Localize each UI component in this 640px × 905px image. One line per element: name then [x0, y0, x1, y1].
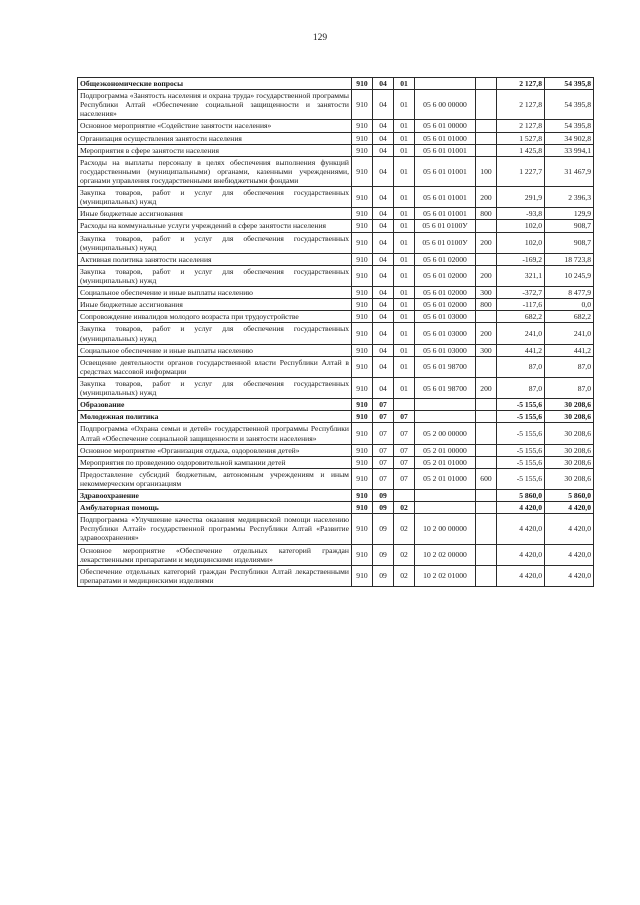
table-row [78, 565, 594, 586]
cell-name: Обеспечение отдельных категорий граждан Республики Алтай лекарственными препаратами и медицинскими изделиями [78, 565, 352, 586]
table-row [78, 490, 594, 502]
cell-section: 04 [373, 265, 394, 286]
page-number: 129 [312, 33, 328, 43]
cell-expense-type [476, 356, 497, 377]
cell-expense-type: 200 [476, 323, 497, 344]
cell-section: 04 [373, 78, 394, 90]
cell-expense-type [476, 132, 497, 144]
cell-expense-type: 200 [476, 377, 497, 398]
cell-subsection: 01 [394, 311, 415, 323]
table-row [78, 423, 594, 444]
table-row [78, 411, 594, 423]
cell-target-article: 05 6 01 03000 [415, 311, 476, 323]
cell-section: 04 [373, 144, 394, 156]
cell-name: Молодежная политика [78, 411, 352, 423]
cell-ministry: 910 [352, 377, 373, 398]
cell-ministry: 910 [352, 78, 373, 90]
cell-expense-type [476, 514, 497, 544]
cell-section: 04 [373, 287, 394, 299]
cell-name: Основное мероприятие «Организация отдыха, оздоровления детей» [78, 444, 352, 456]
cell-expense-type [476, 565, 497, 586]
cell-ministry: 910 [352, 253, 373, 265]
cell-section: 04 [373, 220, 394, 232]
cell-total-amount: 54 395,8 [545, 78, 594, 90]
cell-name: Иные бюджетные ассигнования [78, 208, 352, 220]
cell-section: 04 [373, 253, 394, 265]
cell-target-article: 05 2 01 01000 [415, 468, 476, 489]
table-row [78, 444, 594, 456]
table-row [78, 356, 594, 377]
cell-subsection [394, 490, 415, 502]
cell-change-amount: -5 155,6 [497, 399, 545, 411]
cell-total-amount: 908,7 [545, 232, 594, 253]
cell-subsection: 01 [394, 287, 415, 299]
cell-section: 09 [373, 514, 394, 544]
cell-ministry: 910 [352, 299, 373, 311]
cell-name: Закупка товаров, работ и услуг для обеспечения государственных (муниципальных) нужд [78, 265, 352, 286]
cell-ministry: 910 [352, 514, 373, 544]
table-row [78, 323, 594, 344]
cell-section: 09 [373, 490, 394, 502]
cell-ministry: 910 [352, 502, 373, 514]
cell-section: 09 [373, 502, 394, 514]
cell-change-amount: 4 420,0 [497, 544, 545, 565]
cell-target-article: 05 6 01 03000 [415, 323, 476, 344]
cell-change-amount: -169,2 [497, 253, 545, 265]
cell-target-article [415, 490, 476, 502]
cell-subsection: 01 [394, 90, 415, 120]
cell-target-article: 05 2 01 00000 [415, 444, 476, 456]
cell-ministry: 910 [352, 544, 373, 565]
cell-change-amount: 4 420,0 [497, 565, 545, 586]
cell-expense-type [476, 502, 497, 514]
cell-section: 09 [373, 565, 394, 586]
cell-ministry: 910 [352, 287, 373, 299]
cell-subsection: 02 [394, 514, 415, 544]
cell-ministry: 910 [352, 156, 373, 186]
cell-ministry: 910 [352, 490, 373, 502]
cell-subsection: 01 [394, 132, 415, 144]
cell-ministry: 910 [352, 144, 373, 156]
cell-change-amount: 5 860,0 [497, 490, 545, 502]
cell-change-amount: -5 155,6 [497, 423, 545, 444]
cell-name: Иные бюджетные ассигнования [78, 299, 352, 311]
cell-name: Здравоохранение [78, 490, 352, 502]
cell-expense-type [476, 411, 497, 423]
cell-ministry: 910 [352, 356, 373, 377]
cell-ministry: 910 [352, 423, 373, 444]
cell-change-amount: -117,6 [497, 299, 545, 311]
cell-ministry: 910 [352, 323, 373, 344]
cell-section: 07 [373, 444, 394, 456]
cell-change-amount: 102,0 [497, 232, 545, 253]
cell-ministry: 910 [352, 120, 373, 132]
cell-total-amount: 129,9 [545, 208, 594, 220]
cell-section: 04 [373, 208, 394, 220]
cell-change-amount: 441,2 [497, 344, 545, 356]
table-row [78, 220, 594, 232]
cell-target-article: 05 6 01 02000 [415, 299, 476, 311]
cell-change-amount: 2 127,8 [497, 78, 545, 90]
table-row [78, 144, 594, 156]
cell-subsection: 07 [394, 411, 415, 423]
cell-total-amount: 54 395,8 [545, 120, 594, 132]
table-row [78, 90, 594, 120]
cell-change-amount: 87,0 [497, 356, 545, 377]
cell-target-article [415, 502, 476, 514]
cell-change-amount: 682,2 [497, 311, 545, 323]
cell-name: Подпрограмма «Занятость населения и охрана труда» государственной программы Республики Алтай «Обеспечение социальной защищенности и занятости населения» [78, 90, 352, 120]
cell-name: Социальное обеспечение и иные выплаты населению [78, 287, 352, 299]
cell-name: Амбулаторная помощь [78, 502, 352, 514]
cell-expense-type [476, 444, 497, 456]
cell-ministry: 910 [352, 411, 373, 423]
cell-change-amount: -5 155,6 [497, 456, 545, 468]
cell-target-article: 10 2 00 00000 [415, 514, 476, 544]
cell-total-amount: 4 420,0 [545, 514, 594, 544]
cell-expense-type: 600 [476, 468, 497, 489]
cell-expense-type [476, 490, 497, 502]
cell-total-amount: 8 477,9 [545, 287, 594, 299]
cell-section: 09 [373, 544, 394, 565]
cell-total-amount: 4 420,0 [545, 502, 594, 514]
cell-change-amount: 4 420,0 [497, 502, 545, 514]
cell-expense-type [476, 90, 497, 120]
table-row [78, 232, 594, 253]
cell-total-amount: 241,0 [545, 323, 594, 344]
cell-section: 07 [373, 423, 394, 444]
cell-expense-type [476, 253, 497, 265]
cell-change-amount: 2 127,8 [497, 120, 545, 132]
table-row [78, 468, 594, 489]
cell-expense-type: 100 [476, 156, 497, 186]
cell-ministry: 910 [352, 208, 373, 220]
cell-name: Мероприятия в сфере занятости населения [78, 144, 352, 156]
cell-ministry: 910 [352, 444, 373, 456]
cell-name: Образование [78, 399, 352, 411]
cell-change-amount: 241,0 [497, 323, 545, 344]
cell-ministry: 910 [352, 311, 373, 323]
cell-name: Закупка товаров, работ и услуг для обеспечения государственных (муниципальных) нужд [78, 187, 352, 208]
cell-target-article [415, 411, 476, 423]
cell-subsection: 02 [394, 544, 415, 565]
cell-total-amount: 87,0 [545, 356, 594, 377]
cell-ministry: 910 [352, 344, 373, 356]
cell-subsection: 01 [394, 265, 415, 286]
cell-total-amount: 54 395,8 [545, 90, 594, 120]
cell-section: 04 [373, 232, 394, 253]
cell-total-amount: 30 208,6 [545, 456, 594, 468]
cell-subsection: 01 [394, 220, 415, 232]
cell-name: Освещение деятельности органов государственной власти Республики Алтай в средствах массовой информации [78, 356, 352, 377]
table-row [78, 287, 594, 299]
cell-total-amount: 18 723,8 [545, 253, 594, 265]
cell-ministry: 910 [352, 90, 373, 120]
cell-section: 07 [373, 468, 394, 489]
cell-total-amount: 30 208,6 [545, 399, 594, 411]
cell-section: 04 [373, 156, 394, 186]
cell-change-amount: -5 155,6 [497, 444, 545, 456]
cell-expense-type [476, 423, 497, 444]
cell-expense-type [476, 78, 497, 90]
cell-change-amount: 291,9 [497, 187, 545, 208]
cell-subsection [394, 399, 415, 411]
cell-section: 04 [373, 311, 394, 323]
cell-ministry: 910 [352, 565, 373, 586]
table-row [78, 253, 594, 265]
table-row [78, 311, 594, 323]
cell-expense-type: 800 [476, 299, 497, 311]
table-row [78, 544, 594, 565]
cell-change-amount: 1 227,7 [497, 156, 545, 186]
cell-name: Основное мероприятие «Содействие занятости населения» [78, 120, 352, 132]
cell-target-article: 05 6 01 98700 [415, 356, 476, 377]
cell-subsection: 01 [394, 187, 415, 208]
cell-expense-type: 200 [476, 232, 497, 253]
cell-subsection: 02 [394, 502, 415, 514]
cell-total-amount: 30 208,6 [545, 444, 594, 456]
cell-name: Основное мероприятие «Обеспечение отдельных категорий граждан лекарственными препаратами и медицинскими изделиями» [78, 544, 352, 565]
cell-section: 04 [373, 356, 394, 377]
cell-ministry: 910 [352, 468, 373, 489]
cell-change-amount: 1 527,8 [497, 132, 545, 144]
cell-total-amount: 4 420,0 [545, 565, 594, 586]
cell-expense-type: 200 [476, 265, 497, 286]
cell-change-amount: 1 425,8 [497, 144, 545, 156]
cell-name: Подпрограмма «Улучшение качества оказания медицинской помощи населению Республики Алтай» государственной программы Республики Алтай «Развитие здравоохранения» [78, 514, 352, 544]
cell-subsection: 01 [394, 156, 415, 186]
cell-total-amount: 441,2 [545, 344, 594, 356]
cell-target-article: 05 6 01 01001 [415, 208, 476, 220]
cell-expense-type: 300 [476, 344, 497, 356]
table-row [78, 456, 594, 468]
cell-total-amount: 5 860,0 [545, 490, 594, 502]
cell-name: Социальное обеспечение и иные выплаты населению [78, 344, 352, 356]
cell-target-article: 05 6 01 03000 [415, 344, 476, 356]
cell-total-amount: 0,0 [545, 299, 594, 311]
cell-total-amount: 908,7 [545, 220, 594, 232]
cell-name: Закупка товаров, работ и услуг для обеспечения государственных (муниципальных) нужд [78, 323, 352, 344]
cell-subsection: 01 [394, 232, 415, 253]
cell-subsection: 07 [394, 468, 415, 489]
cell-name: Мероприятия по проведению оздоровительной кампании детей [78, 456, 352, 468]
cell-name: Организация осуществления занятости населения [78, 132, 352, 144]
cell-section: 07 [373, 456, 394, 468]
table-row [78, 265, 594, 286]
cell-name: Расходы на выплаты персоналу в целях обеспечения выполнения функций государственными (муниципальными) органами, казенными учреждениями, органами управления государственными внебюджетными фондами [78, 156, 352, 186]
cell-total-amount: 87,0 [545, 377, 594, 398]
cell-section: 04 [373, 132, 394, 144]
cell-expense-type: 800 [476, 208, 497, 220]
cell-name: Общеэкономические вопросы [78, 78, 352, 90]
cell-subsection: 07 [394, 423, 415, 444]
cell-ministry: 910 [352, 265, 373, 286]
table-row [78, 514, 594, 544]
cell-subsection: 01 [394, 344, 415, 356]
table-row [78, 502, 594, 514]
cell-section: 04 [373, 323, 394, 344]
cell-subsection: 01 [394, 208, 415, 220]
cell-target-article [415, 78, 476, 90]
cell-total-amount: 30 208,6 [545, 468, 594, 489]
cell-ministry: 910 [352, 132, 373, 144]
cell-target-article: 05 2 00 00000 [415, 423, 476, 444]
cell-total-amount: 31 467,9 [545, 156, 594, 186]
cell-total-amount: 30 208,6 [545, 423, 594, 444]
cell-expense-type: 300 [476, 287, 497, 299]
table-row [78, 187, 594, 208]
cell-target-article: 05 2 01 01000 [415, 456, 476, 468]
cell-ministry: 910 [352, 456, 373, 468]
cell-total-amount: 2 396,3 [545, 187, 594, 208]
cell-change-amount: -5 155,6 [497, 468, 545, 489]
cell-target-article: 05 6 01 01001 [415, 144, 476, 156]
cell-target-article: 05 6 01 02000 [415, 265, 476, 286]
table-row [78, 78, 594, 90]
cell-name: Предоставление субсидий бюджетным, автономным учреждениям и иным некоммерческим организациям [78, 468, 352, 489]
cell-subsection: 01 [394, 377, 415, 398]
cell-expense-type [476, 544, 497, 565]
table-row [78, 399, 594, 411]
cell-expense-type [476, 120, 497, 132]
cell-change-amount: 102,0 [497, 220, 545, 232]
cell-name: Закупка товаров, работ и услуг для обеспечения государственных (муниципальных) нужд [78, 232, 352, 253]
cell-target-article: 05 6 01 01001 [415, 187, 476, 208]
cell-target-article [415, 399, 476, 411]
cell-total-amount: 10 245,9 [545, 265, 594, 286]
table-row [78, 156, 594, 186]
cell-target-article: 10 2 02 00000 [415, 544, 476, 565]
cell-total-amount: 34 902,8 [545, 132, 594, 144]
cell-target-article: 05 6 01 01001 [415, 156, 476, 186]
cell-target-article: 05 6 01 02000 [415, 287, 476, 299]
cell-expense-type: 200 [476, 187, 497, 208]
cell-expense-type [476, 399, 497, 411]
cell-section: 07 [373, 411, 394, 423]
cell-ministry: 910 [352, 399, 373, 411]
cell-section: 04 [373, 344, 394, 356]
cell-target-article: 05 6 01 01000 [415, 132, 476, 144]
cell-name: Активная политика занятости населения [78, 253, 352, 265]
table-row [78, 377, 594, 398]
cell-section: 04 [373, 120, 394, 132]
cell-section: 07 [373, 399, 394, 411]
table-row [78, 208, 594, 220]
cell-target-article: 05 6 01 0100У [415, 220, 476, 232]
cell-change-amount: 87,0 [497, 377, 545, 398]
cell-target-article: 05 6 01 0100У [415, 232, 476, 253]
cell-expense-type [476, 456, 497, 468]
cell-name: Сопровождение инвалидов молодого возраста при трудоустройстве [78, 311, 352, 323]
cell-total-amount: 30 208,6 [545, 411, 594, 423]
cell-section: 04 [373, 299, 394, 311]
cell-ministry: 910 [352, 232, 373, 253]
cell-section: 04 [373, 187, 394, 208]
cell-expense-type [476, 144, 497, 156]
table-row [78, 344, 594, 356]
cell-subsection: 01 [394, 323, 415, 344]
cell-expense-type [476, 220, 497, 232]
cell-target-article: 05 6 01 02000 [415, 253, 476, 265]
cell-subsection: 07 [394, 444, 415, 456]
cell-name: Закупка товаров, работ и услуг для обеспечения государственных (муниципальных) нужд [78, 377, 352, 398]
cell-name: Расходы на коммунальные услуги учреждений в сфере занятости населения [78, 220, 352, 232]
cell-target-article: 05 6 01 00000 [415, 120, 476, 132]
cell-change-amount: -372,7 [497, 287, 545, 299]
cell-total-amount: 682,2 [545, 311, 594, 323]
cell-name: Подпрограмма «Охрана семьи и детей» государственной программы Республики Алтай «Обеспечение социальной защищенности и занятости населения» [78, 423, 352, 444]
cell-expense-type [476, 311, 497, 323]
cell-subsection: 02 [394, 565, 415, 586]
cell-subsection: 01 [394, 120, 415, 132]
cell-subsection: 01 [394, 78, 415, 90]
cell-target-article: 10 2 02 01000 [415, 565, 476, 586]
cell-ministry: 910 [352, 220, 373, 232]
cell-target-article: 05 6 00 00000 [415, 90, 476, 120]
cell-subsection: 01 [394, 356, 415, 377]
cell-ministry: 910 [352, 187, 373, 208]
cell-change-amount: 321,1 [497, 265, 545, 286]
cell-subsection: 01 [394, 253, 415, 265]
cell-section: 04 [373, 377, 394, 398]
table-row [78, 132, 594, 144]
cell-total-amount: 33 994,1 [545, 144, 594, 156]
budget-table [77, 77, 594, 587]
cell-change-amount: -93,8 [497, 208, 545, 220]
cell-section: 04 [373, 90, 394, 120]
cell-subsection: 01 [394, 144, 415, 156]
cell-change-amount: -5 155,6 [497, 411, 545, 423]
cell-total-amount: 4 420,0 [545, 544, 594, 565]
cell-change-amount: 4 420,0 [497, 514, 545, 544]
table-row [78, 120, 594, 132]
cell-subsection: 07 [394, 456, 415, 468]
cell-subsection: 01 [394, 299, 415, 311]
table-row [78, 299, 594, 311]
cell-change-amount: 2 127,8 [497, 90, 545, 120]
cell-target-article: 05 6 01 98700 [415, 377, 476, 398]
